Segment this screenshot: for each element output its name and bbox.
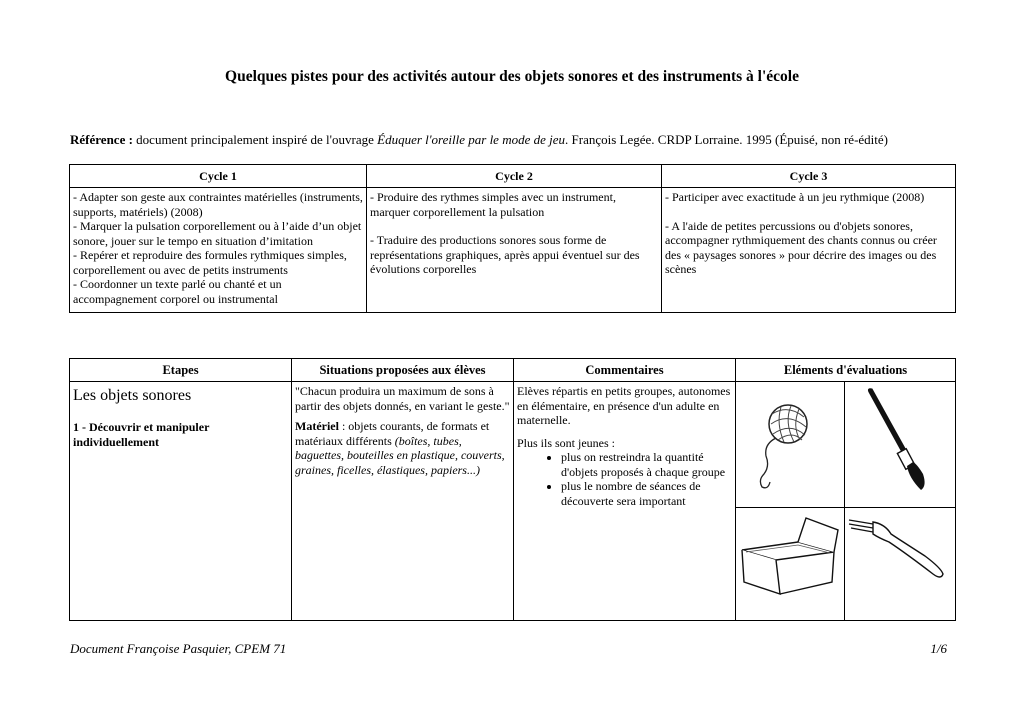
- reference-book: Éduquer l'oreille par le mode de jeu: [377, 132, 566, 147]
- yarn-ball-image: [736, 382, 845, 508]
- box-icon: [736, 508, 844, 608]
- page-title: Quelques pistes pour des activités autour des objets sonores et des instruments à l'école: [225, 68, 799, 85]
- step-title: 1 - Découvrir et manipuler individuellement: [73, 420, 210, 449]
- cycle1-item: - Repérer et reproduire des formules rythmiques simples, corporellement ou avec de petits instruments: [73, 248, 347, 277]
- situations-header: Situations proposées aux élèves: [292, 359, 514, 382]
- comment-cell: [514, 382, 736, 621]
- cycle3-item: - A l'aide de petites percussions ou d'objets sonores, accompagner rythmiquement des chants connus ou créer des « paysages sonores » pour décrire des images ou des scènes: [665, 218, 937, 276]
- paintbrush-icon: [845, 382, 953, 507]
- comment-intro: Elèves répartis en petits groupes, autonomes en élémentaire, en présence d'un adulte en maternelle.: [517, 384, 731, 427]
- cycle1-item: - Adapter son geste aux contraintes matérielles (instruments, supports, matériels) (2008): [73, 190, 363, 219]
- cycle1-item: - Coordonner un texte parlé ou chanté et un accompagnement corporel ou instrumental: [73, 277, 282, 306]
- materiel-text: : objets courants, de formats et matériaux différents: [295, 419, 490, 448]
- situation-cell: [292, 382, 514, 621]
- fork-image: [845, 508, 956, 621]
- reference-label: Référence :: [70, 132, 133, 147]
- reference-line: [70, 132, 960, 148]
- cycles-table: [69, 164, 956, 313]
- cycle3-header: Cycle 3: [662, 165, 956, 188]
- comment-lead: Plus ils sont jeunes :: [517, 435, 616, 450]
- footer-page-number: 1/6: [930, 641, 947, 656]
- materiel-paragraph: [295, 419, 510, 477]
- cycle2-item: - Produire des rythmes simples avec un instrument, marquer corporellement la pulsation: [370, 190, 616, 219]
- comment-bullet: • plus le nombre de séances de découverte sera important: [561, 479, 732, 508]
- etape-cell: [70, 382, 292, 621]
- materiel-label: Matériel: [295, 419, 339, 433]
- cycle3-item: - Participer avec exactitude à un jeu rythmique (2008): [665, 190, 925, 204]
- yarn-ball-icon: [736, 382, 844, 507]
- commentaires-header: Commentaires: [514, 359, 736, 382]
- etapes-table: [69, 358, 956, 621]
- cycle1-item: - Marquer la pulsation corporellement ou à l’aide d’un objet sonore, jouer sur le tempo en situation d’imitation: [73, 219, 362, 248]
- comment-bullet: • plus on restreindra la quantité d'objets proposés à chaque groupe: [561, 450, 732, 479]
- cycle1-cell: [70, 188, 367, 313]
- cycle2-cell: [367, 188, 662, 313]
- paintbrush-image: [845, 382, 956, 508]
- cycle3-cell: [662, 188, 956, 313]
- cycle2-header: Cycle 2: [367, 165, 662, 188]
- cycle2-item: - Traduire des productions sonores sous forme de représentations graphiques, après appui éventuel sur des évolutions corporelles: [370, 233, 640, 276]
- cycle1-header: Cycle 1: [70, 165, 367, 188]
- reference-text-before: document principalement inspiré de l'ouvrage: [132, 132, 378, 147]
- comment-list: [517, 450, 732, 508]
- etapes-header: Etapes: [70, 359, 292, 382]
- box-image: [736, 508, 845, 621]
- section-title: Les objets sonores: [73, 387, 192, 404]
- reference-text-after: . François Legée. CRDP Lorraine. 1995 (Épuisé, non ré-édité): [565, 132, 888, 147]
- fork-icon: [845, 508, 953, 608]
- situation-quote: "Chacun produira un maximum de sons à partir des objets donnés, en variant le geste.": [295, 384, 510, 413]
- materiel-examples: (boîtes, tubes, baguettes, bouteilles en plastique, couverts, graines, ficelles, élastiques, papiers...): [295, 433, 505, 477]
- footer-author: Document Françoise Pasquier, CPEM 71: [70, 641, 287, 656]
- evaluations-header: Eléments d'évaluations: [736, 359, 956, 382]
